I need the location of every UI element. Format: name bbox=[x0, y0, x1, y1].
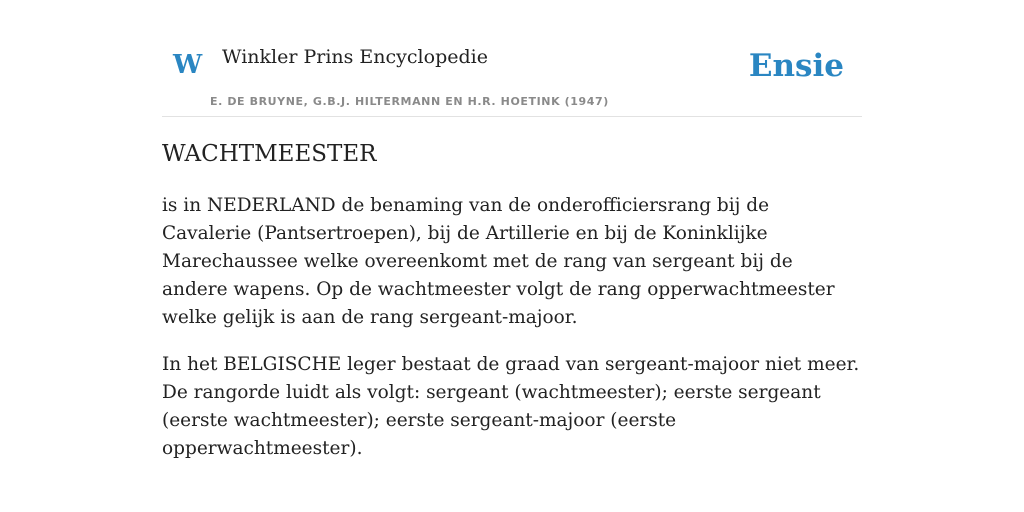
winkler-prins-logo[interactable]: W bbox=[173, 50, 203, 80]
entry-paragraph: In het BELGISCHE leger bestaat de graad van sergeant-majoor niet meer. De rangorde luidt als volgt: sergeant (wachtmeester); eerste sergeant (eerste wachtmeester); eerste sergeant-majoor (eerste opperwachtmeester). bbox=[162, 354, 860, 459]
source-header bbox=[162, 0, 862, 117]
entry-paragraph: is in NEDERLAND de benaming van de onderofficiersrang bij de Cavalerie (Pantsertroepen), bij de Artillerie en bij de Koninklijke Marechaussee welke overeenkomt met de rang van sergeant bij de andere wapens. Op de wachtmeester volgt de rang opperwachtmeester welke gelijk is aan de rang sergeant-majoor. bbox=[162, 195, 835, 328]
entry-body bbox=[162, 192, 862, 482]
source-title[interactable]: Winkler Prins Encyclopedie bbox=[222, 46, 488, 68]
entry-title: WACHTMEESTER bbox=[162, 141, 377, 167]
ensie-logo[interactable]: Ensie bbox=[748, 48, 844, 84]
source-authors: E. DE BRUYNE, G.B.J. HILTERMANN EN H.R. HOETINK (1947) bbox=[210, 95, 609, 108]
